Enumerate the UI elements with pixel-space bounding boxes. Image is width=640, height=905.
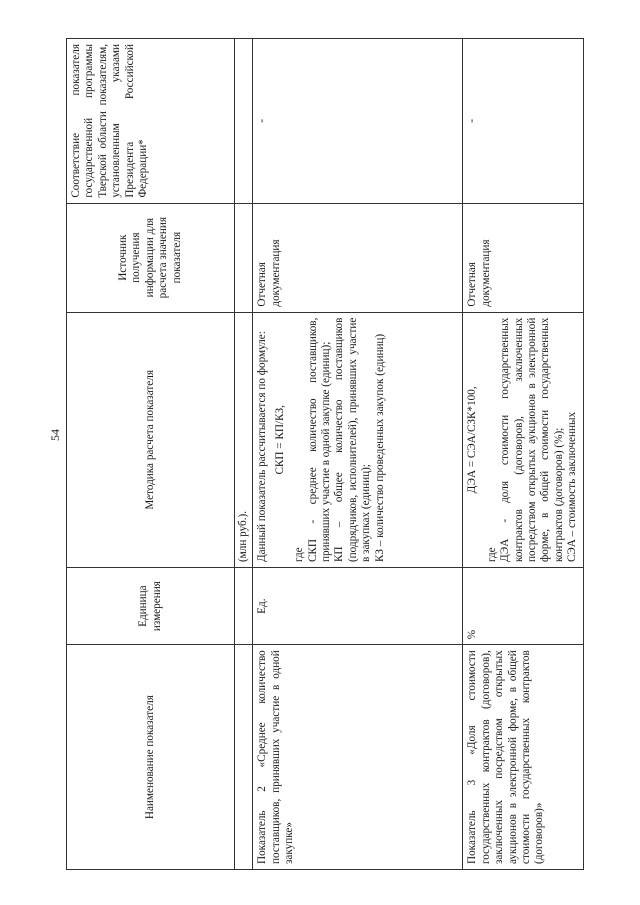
definition: ДЭА - доля стоимости государственных контрактов (договоров), заключенных посредством открытых аукционов в электронной форме, в общей стоимости государственных контрактов (договоров) (%); bbox=[499, 317, 565, 563]
indicator-unit: Ед. bbox=[253, 568, 463, 645]
indicator-name: Показатель 2 «Среднее количество поставщиков, принявших участие в одной закупке» bbox=[253, 645, 463, 870]
indicator-source: Отчетная документация bbox=[253, 203, 463, 312]
header-compliance: Соответствие показателя государственной программы Тверской области показателям, установленным указами Президента Российской Федерации* bbox=[67, 39, 235, 204]
formula: СКП = КП/КЗ, bbox=[273, 405, 286, 475]
header-source: Источник получения информации для расчета значения показателя bbox=[67, 203, 235, 312]
definition: СКП - среднее количество поставщиков, принявших участие в одной закупке (единиц); bbox=[306, 317, 333, 563]
header-unit: Единица измерения bbox=[67, 568, 235, 645]
table-row bbox=[235, 39, 253, 870]
definition: КП – общее количество поставщиков (подрядчиков, исполнителей), принявших участие в закупках (единиц); bbox=[333, 317, 373, 563]
header-name: Наименование показателя bbox=[67, 645, 235, 870]
where-label: где bbox=[485, 547, 498, 563]
indicator-compliance: - bbox=[253, 39, 463, 204]
indicators-table bbox=[66, 38, 584, 870]
indicator-source: Отчетная документация bbox=[463, 203, 583, 312]
indicator-unit: % bbox=[463, 568, 583, 645]
definition: СЭА – стоимость заключенных bbox=[566, 411, 579, 563]
where-label: где bbox=[293, 547, 306, 563]
table-row bbox=[463, 39, 583, 870]
indicator-name: Показатель 3 «Доля стоимости государственных контрактов (договоров), заключенных посредством открытых аукционов в электронной форме, в общей стоимости государственных контрактов (договоров)» bbox=[463, 645, 583, 870]
continuation-text: (млн руб.). bbox=[235, 312, 253, 567]
header-method: Методика расчета показателя bbox=[67, 312, 235, 567]
indicator-method bbox=[463, 312, 583, 567]
table-row bbox=[253, 39, 463, 870]
table-container bbox=[66, 38, 608, 870]
method-intro: Данный показатель рассчитывается по формуле: bbox=[256, 331, 269, 563]
table-header-row bbox=[67, 39, 235, 870]
indicator-compliance: - bbox=[463, 39, 583, 204]
formula: ДЭА = СЭА/СЗК*100, bbox=[466, 386, 479, 494]
definition: КЗ – количество проведенных закупок (единиц) bbox=[373, 333, 386, 563]
indicator-method bbox=[253, 312, 463, 567]
page-number: 54 bbox=[48, 429, 62, 441]
rotated-table-frame bbox=[66, 38, 608, 870]
